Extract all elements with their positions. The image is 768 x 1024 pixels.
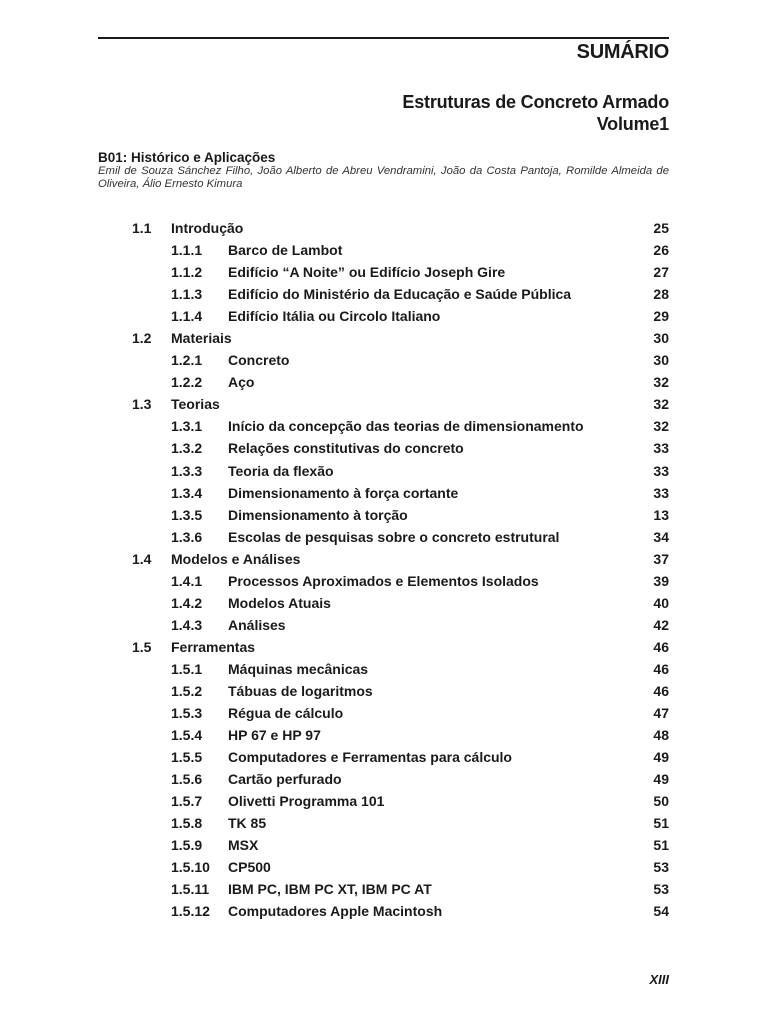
toc-section-row [98,658,669,680]
toc-entry-title: Edifício Itália ou Circolo Italiano [228,308,441,325]
toc-page-number: 46 [653,660,669,677]
toc-section-row [98,504,669,526]
toc-page-number: 39 [653,572,669,589]
top-rule [98,37,669,39]
toc-section-row [98,261,669,283]
toc-section-row [98,900,669,922]
section-authors: Emil de Souza Sánchez Filho, João Alberto de Abreu Vendramini, João da Costa Pantoja, Romilde Almeida de Oliveira, Álio Ernesto Kimura [98,165,669,190]
toc-entry-title: Análises [228,616,286,633]
toc-page-number: 37 [653,550,669,567]
toc-section-row [98,746,669,768]
toc-entry-title: Computadores e Ferramentas para cálculo [228,749,512,766]
toc-page-number: 40 [653,594,669,611]
section-header [98,150,669,191]
toc-section-row [98,812,669,834]
toc-page-number: 32 [653,418,669,435]
toc-section-row [98,834,669,856]
table-of-contents [98,217,669,923]
toc-page-number: 54 [653,903,669,920]
toc-page-number: 25 [653,220,669,236]
toc-entry-number: 1.5.11 [171,881,210,898]
toc-entry-title: Barco de Lambot [228,242,343,259]
toc-entry-title: Régua de cálculo [228,705,344,722]
toc-entry-title: Dimensionamento à torção [228,506,408,523]
toc-page-number: 30 [653,330,669,347]
toc-entry-number: 1.1 [132,220,152,236]
toc-entry-number: 1.2 [132,330,152,347]
toc-entry-title: Relações constitutivas do concreto [228,440,464,457]
toc-entry-title: Olivetti Programma 101 [228,793,385,810]
toc-section-row [98,371,669,393]
book-volume-line: Volume1 [596,114,669,134]
toc-entry-title: TK 85 [228,815,267,832]
toc-entry-number: 1.5.7 [171,793,203,810]
toc-page-number: 30 [653,352,669,369]
toc-entry-number: 1.4 [132,550,152,567]
toc-section-row [98,460,669,482]
toc-entry-title: Modelos e Análises [171,550,301,567]
toc-entry-number: 1.1.3 [171,286,203,303]
toc-entry-title: Teoria da flexão [228,462,334,479]
toc-entry-title: Concreto [228,352,290,369]
toc-page-number: 13 [653,506,669,523]
toc-section-row [98,592,669,614]
toc-chapter-row [98,548,669,570]
toc-section-row [98,702,669,724]
toc-entry-title: Dimensionamento à força cortante [228,484,459,501]
toc-entry-number: 1.5.2 [171,682,203,699]
toc-chapter-row [98,217,669,239]
toc-page-number: 33 [653,484,669,501]
toc-entry-title: IBM PC, IBM PC XT, IBM PC AT [228,881,432,898]
summary-heading: SUMÁRIO [576,41,669,63]
toc-section-row [98,526,669,548]
toc-page-number: 32 [653,396,669,413]
toc-section-row [98,415,669,437]
toc-entry-number: 1.1.2 [171,264,203,281]
toc-entry-number: 1.5.4 [171,727,203,744]
toc-section-row [98,768,669,790]
toc-page-number: 49 [653,771,669,788]
book-title [402,91,669,135]
toc-entry-number: 1.5.6 [171,771,203,788]
toc-entry-title: CP500 [228,859,271,876]
toc-page-number: 47 [653,705,669,722]
toc-page-number: 51 [653,815,669,832]
toc-section-row [98,482,669,504]
toc-entry-number: 1.4.2 [171,594,203,611]
toc-page-number: 49 [653,749,669,766]
toc-section-row [98,614,669,636]
toc-entry-number: 1.3 [132,396,152,413]
toc-page-number: 50 [653,793,669,810]
toc-entry-number: 1.5.9 [171,837,203,854]
toc-chapter-row [98,636,669,658]
toc-entry-number: 1.5.10 [171,859,210,876]
toc-entry-title: Edifício “A Noite” ou Edifício Joseph Gire [228,264,506,281]
toc-entry-title: Introdução [171,220,244,236]
toc-section-row [98,349,669,371]
toc-entry-title: Ferramentas [171,638,256,655]
toc-entry-number: 1.5.5 [171,749,203,766]
toc-entry-number: 1.3.5 [171,506,203,523]
toc-entry-title: Máquinas mecânicas [228,660,369,677]
toc-entry-number: 1.5.8 [171,815,203,832]
toc-page-number: 46 [653,638,669,655]
toc-entry-title: Aço [228,374,255,391]
toc-entry-title: HP 67 e HP 97 [228,727,321,744]
toc-entry-title: Teorias [171,396,220,413]
toc-section-row [98,239,669,261]
toc-entry-number: 1.4.1 [171,572,203,589]
toc-page-number: 42 [653,616,669,633]
toc-page-number: 28 [653,286,669,303]
toc-section-row [98,437,669,459]
toc-page-number: 34 [653,528,669,545]
toc-entry-number: 1.3.2 [171,440,203,457]
toc-entry-number: 1.2.1 [171,352,203,369]
document-page [98,0,669,1024]
toc-section-row [98,570,669,592]
toc-page-number: 48 [653,727,669,744]
toc-section-row [98,680,669,702]
toc-page-number: 26 [653,242,669,259]
toc-entry-title: Computadores Apple Macintosh [228,903,443,920]
toc-entry-number: 1.5.3 [171,705,203,722]
toc-page-number: 53 [653,859,669,876]
toc-section-row [98,305,669,327]
section-title: B01: Histórico e Aplicações [98,150,276,165]
toc-entry-number: 1.3.6 [171,528,203,545]
toc-section-row [98,790,669,812]
toc-page-number: 46 [653,682,669,699]
page-folio: XIII [649,972,669,987]
toc-entry-title: Processos Aproximados e Elementos Isolados [228,572,539,589]
toc-entry-title: Tábuas de logaritmos [228,682,373,699]
toc-entry-number: 1.3.4 [171,484,203,501]
toc-page-number: 33 [653,462,669,479]
toc-entry-title: Materiais [171,330,232,347]
toc-section-row [98,856,669,878]
toc-entry-title: Edifício do Ministério da Educação e Saúde Pública [228,286,572,303]
toc-entry-number: 1.4.3 [171,616,203,633]
toc-page-number: 53 [653,881,669,898]
toc-page-number: 27 [653,264,669,281]
toc-page-number: 33 [653,440,669,457]
toc-entry-title: Cartão perfurado [228,771,342,788]
toc-section-row [98,283,669,305]
toc-entry-title: Escolas de pesquisas sobre o concreto estrutural [228,528,560,545]
toc-entry-number: 1.2.2 [171,374,203,391]
toc-entry-number: 1.5.1 [171,660,203,677]
toc-page-number: 51 [653,837,669,854]
toc-section-row [98,878,669,900]
toc-entry-title: MSX [228,837,259,854]
toc-entry-number: 1.1.4 [171,308,203,325]
toc-page-number: 29 [653,308,669,325]
toc-page-number: 32 [653,374,669,391]
toc-chapter-row [98,393,669,415]
toc-chapter-row [98,327,669,349]
toc-entry-title: Início da concepção das teorias de dimensionamento [228,418,584,435]
toc-section-row [98,724,669,746]
toc-entry-number: 1.5 [132,638,152,655]
toc-entry-number: 1.3.3 [171,462,203,479]
toc-entry-title: Modelos Atuais [228,594,331,611]
toc-entry-number: 1.5.12 [171,903,210,920]
book-title-line: Estruturas de Concreto Armado [402,92,669,112]
toc-entry-number: 1.3.1 [171,418,203,435]
toc-entry-number: 1.1.1 [171,242,203,259]
